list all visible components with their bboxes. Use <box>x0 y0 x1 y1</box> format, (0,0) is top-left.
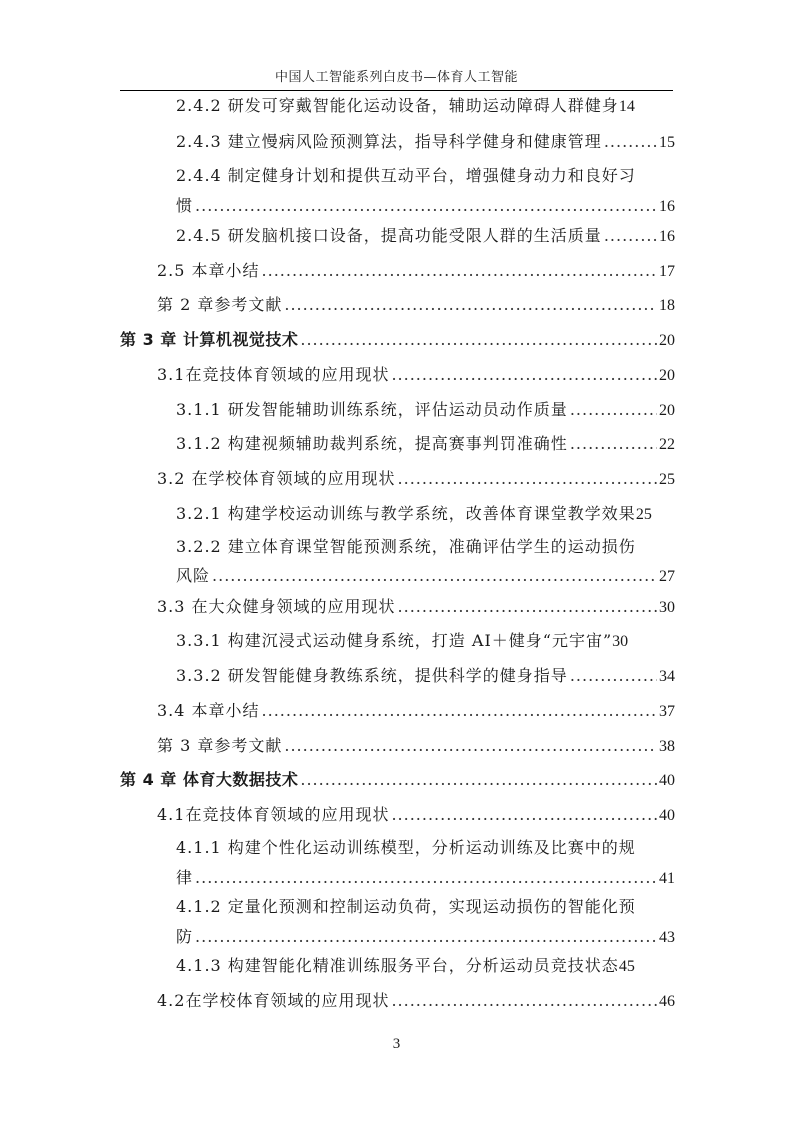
leader-dots <box>604 132 657 152</box>
toc-title: 3.1.1 研发智能辅助训练系统，评估运动员动作质量 <box>176 400 568 419</box>
toc-title: 3.1在竞技体育领域的应用现状 <box>157 365 390 384</box>
toc-page: 27 <box>659 568 675 585</box>
toc-page: 16 <box>659 198 675 215</box>
toc-entry-3-1[interactable] <box>157 365 675 386</box>
header-rule <box>120 90 673 91</box>
toc-entry-2-5[interactable] <box>157 261 675 282</box>
toc-entry-4-1[interactable] <box>157 805 675 826</box>
leader-dots <box>570 400 657 420</box>
toc-entry-chapter-4[interactable] <box>120 770 675 791</box>
toc-title-continued: 防 <box>176 927 194 946</box>
toc-page: 40 <box>659 772 675 789</box>
toc-title: 4.1.1 构建个性化运动训练模型，分析运动训练及比赛中的规 <box>176 838 636 857</box>
toc-page: 17 <box>659 263 675 280</box>
leader-dots <box>391 805 657 825</box>
toc-page: 18 <box>659 297 675 314</box>
toc-entry-chapter-3[interactable] <box>120 330 675 351</box>
toc-page: 46 <box>659 993 675 1010</box>
toc-title: 3.3.1 构建沉浸式运动健身系统，打造 AI＋健身“元宇宙” <box>176 631 613 650</box>
toc-entry-3-3-1[interactable] <box>176 631 675 652</box>
leader-dots <box>570 434 657 454</box>
toc-title: 2.5 本章小结 <box>157 261 260 280</box>
toc-chapter-title: 第 4 章 体育大数据技术 <box>120 770 299 789</box>
page-number: 3 <box>392 1036 401 1052</box>
leader-dots <box>570 666 657 686</box>
toc-page: 25 <box>635 506 652 523</box>
toc-entry-ch3-refs[interactable] <box>157 736 675 757</box>
toc-entry-3-4[interactable] <box>157 701 675 722</box>
toc-entry-3-2-2[interactable] <box>176 537 675 587</box>
toc-title: 4.1.2 定量化预测和控制运动负荷，实现运动损伤的智能化预 <box>176 897 636 916</box>
leader-dots <box>195 868 657 888</box>
toc-entry-3-2-1[interactable] <box>176 504 675 525</box>
toc-title: 第 3 章参考文献 <box>157 736 283 755</box>
toc-page: 20 <box>659 367 675 384</box>
toc-entry-4-1-2[interactable] <box>176 897 675 948</box>
toc-page: 15 <box>659 134 675 151</box>
toc-page: 45 <box>618 958 635 975</box>
toc-title: 3.3.2 研发智能健身教练系统，提供科学的健身指导 <box>176 666 568 685</box>
toc-page: 14 <box>618 98 635 115</box>
toc-entry-3-2[interactable] <box>157 469 675 490</box>
toc-entry-3-3[interactable] <box>157 597 675 618</box>
toc-title: 3.2 在学校体育领域的应用现状 <box>157 469 396 488</box>
toc-title: 第 2 章参考文献 <box>157 295 283 314</box>
toc-title: 3.4 本章小结 <box>157 701 260 720</box>
toc-title-continued: 惯 <box>176 196 194 215</box>
toc-page: 16 <box>659 228 675 245</box>
leader-dots <box>284 736 657 756</box>
toc-entry-3-1-1[interactable] <box>176 400 675 421</box>
leader-dots <box>195 196 657 216</box>
toc-entry-3-3-2[interactable] <box>176 666 675 687</box>
toc-entry-4-1-1[interactable] <box>176 838 675 889</box>
toc-title: 3.2.1 构建学校运动训练与教学系统，改善体育课堂教学效果 <box>176 504 636 523</box>
toc-entry-ch2-refs[interactable] <box>157 295 675 316</box>
toc-page: 30 <box>659 599 675 616</box>
toc-title: 2.4.3 建立慢病风险预测算法，指导科学健身和健康管理 <box>176 132 602 151</box>
toc-page: 41 <box>659 870 675 887</box>
toc-entry-2-4-4[interactable] <box>176 166 675 217</box>
toc-title: 3.2.2 建立体育课堂智能预测系统，准确评估学生的运动损伤 <box>176 537 636 556</box>
toc-title: 4.1在竞技体育领域的应用现状 <box>157 805 390 824</box>
leader-dots <box>300 770 657 790</box>
leader-dots <box>300 330 657 350</box>
leader-dots <box>212 566 657 586</box>
toc-page: 30 <box>612 633 629 650</box>
leader-dots <box>262 261 657 281</box>
toc-chapter-title: 第 3 章 计算机视觉技术 <box>120 330 299 349</box>
toc-title: 2.4.4 制定健身计划和提供互动平台，增强健身动力和良好习 <box>176 166 636 185</box>
toc-page: 37 <box>659 703 675 720</box>
toc-entry-2-4-3[interactable] <box>176 132 675 153</box>
leader-dots <box>398 469 657 489</box>
toc-title-continued: 风险 <box>176 566 211 585</box>
toc-title: 3.3 在大众健身领域的应用现状 <box>157 597 396 616</box>
leader-dots <box>604 226 657 246</box>
toc-title: 2.4.2 研发可穿戴智能化运动设备，辅助运动障碍人群健身 <box>176 96 619 115</box>
running-header: 中国人工智能系列白皮书—体育人工智能 <box>274 70 518 85</box>
leader-dots <box>391 365 657 385</box>
toc-page: 38 <box>659 738 675 755</box>
toc-entry-4-1-3[interactable] <box>176 956 675 977</box>
leader-dots <box>398 597 657 617</box>
toc-title: 2.4.5 研发脑机接口设备，提高功能受限人群的生活质量 <box>176 226 602 245</box>
toc-title: 4.2在学校体育领域的应用现状 <box>157 991 390 1010</box>
toc-page: 34 <box>659 668 675 685</box>
leader-dots <box>262 701 657 721</box>
toc-page: 20 <box>659 332 675 349</box>
toc-page: 40 <box>659 807 675 824</box>
toc-entry-2-4-5[interactable] <box>176 226 675 247</box>
toc-title: 3.1.2 构建视频辅助裁判系统，提高赛事判罚准确性 <box>176 434 568 453</box>
toc-entry-4-2[interactable] <box>157 991 675 1012</box>
toc-page: 22 <box>659 436 675 453</box>
leader-dots <box>391 991 657 1011</box>
toc-page: 20 <box>659 402 675 419</box>
toc-page: 25 <box>659 471 675 488</box>
leader-dots <box>195 927 657 947</box>
leader-dots <box>284 295 657 315</box>
toc-title-continued: 律 <box>176 868 194 887</box>
toc-title: 4.1.3 构建智能化精准训练服务平台，分析运动员竞技状态 <box>176 956 619 975</box>
toc-entry-3-1-2[interactable] <box>176 434 675 455</box>
toc-page: 43 <box>659 929 675 946</box>
toc-entry-2-4-2[interactable] <box>176 96 675 117</box>
